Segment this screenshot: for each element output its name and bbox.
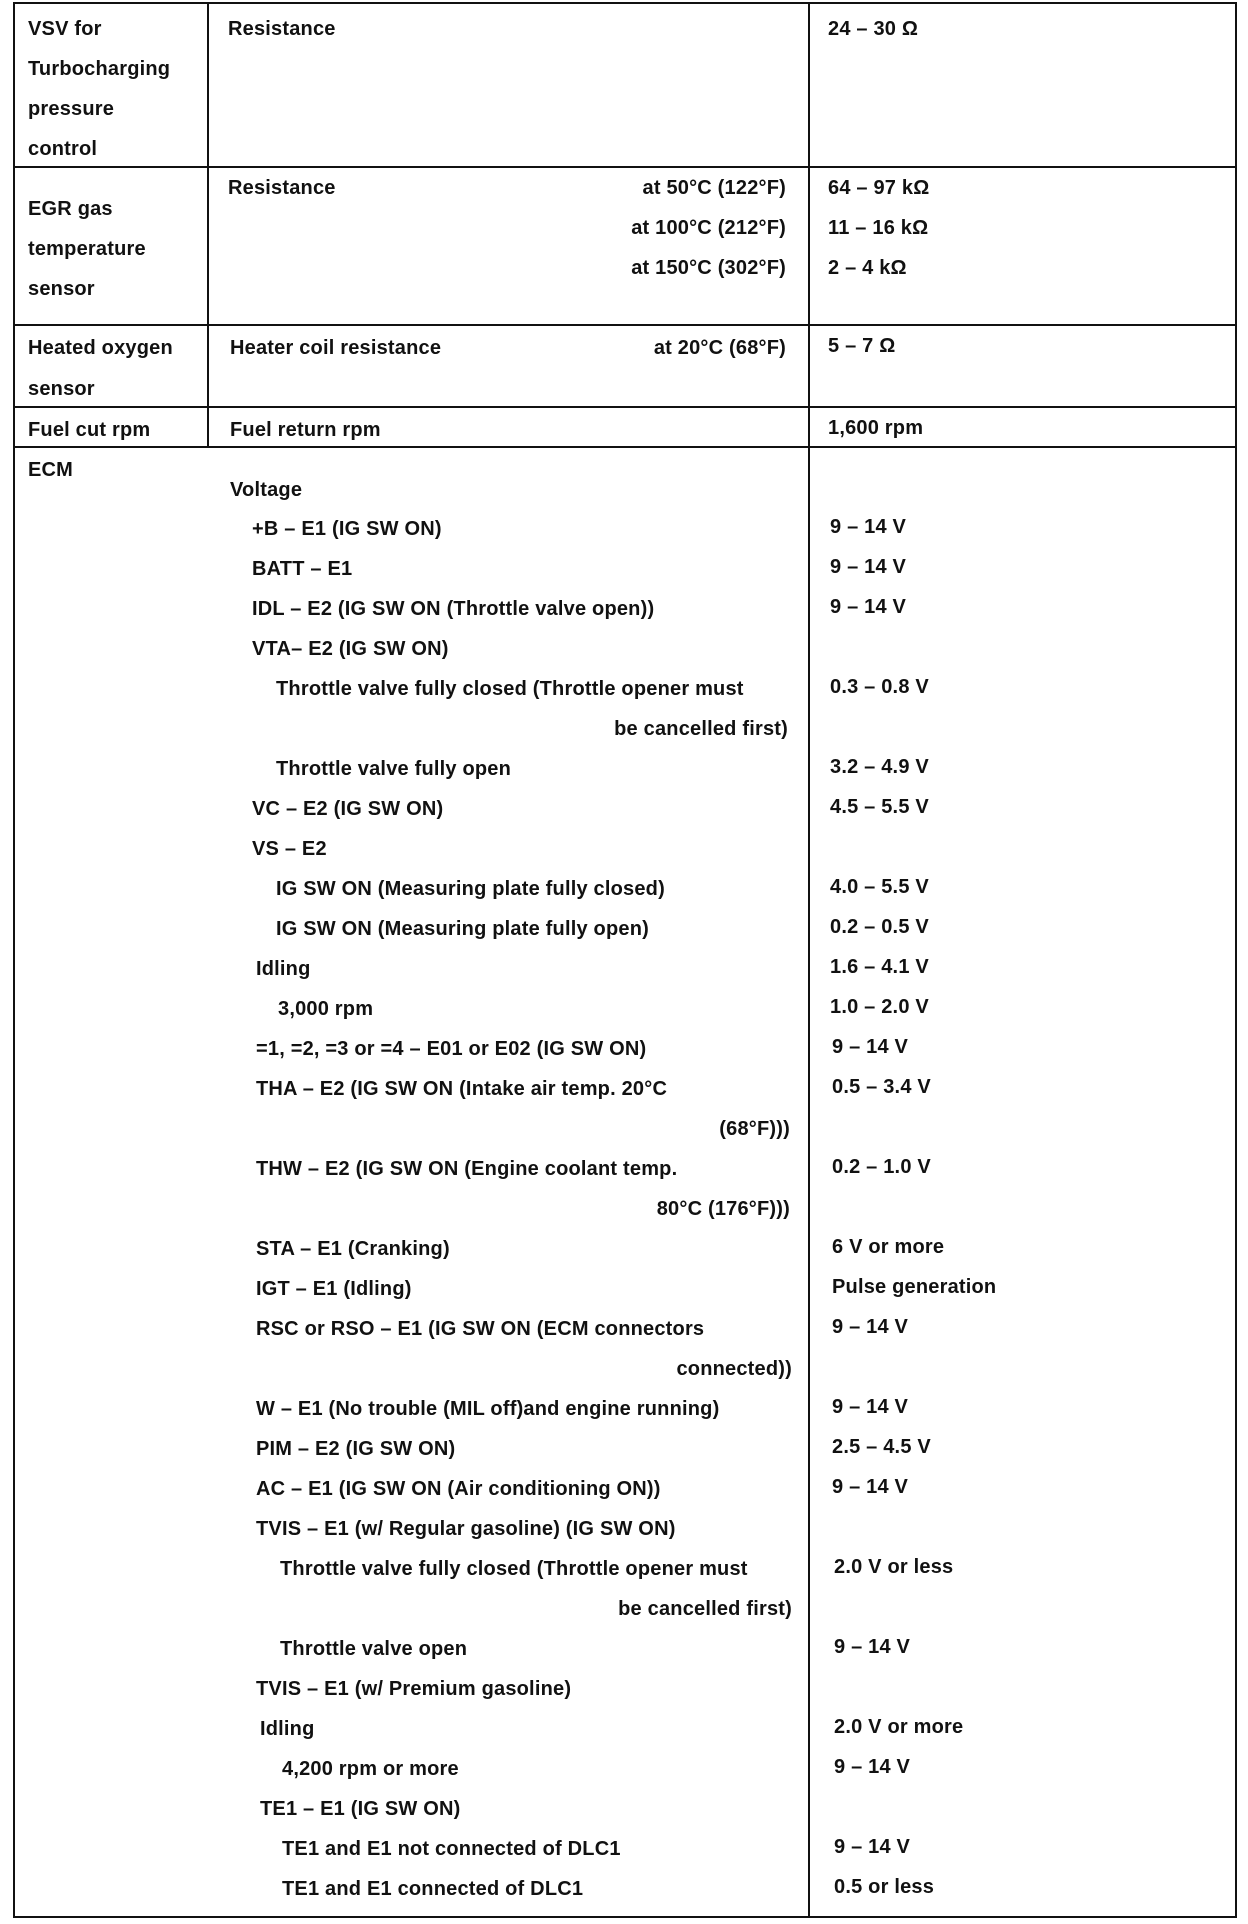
- ecm-value: Pulse generation: [832, 1276, 997, 1298]
- vsv-label-line: VSV for: [28, 18, 102, 40]
- ecm-item: 3,000 rpm: [278, 998, 374, 1020]
- ecm-item: 80°C (176°F))): [656, 1198, 790, 1220]
- ecm-item: Throttle valve fully open: [276, 758, 512, 780]
- ecm-item: PIM – E2 (IG SW ON): [256, 1438, 456, 1460]
- egr-item: Resistance: [228, 177, 336, 199]
- ecm-item: 4,200 rpm or more: [282, 1758, 459, 1780]
- table-border-left: [13, 2, 15, 1918]
- ecm-item: TE1 – E1 (IG SW ON): [260, 1798, 461, 1820]
- fuelcut-value: 1,600 rpm: [828, 417, 924, 439]
- egr-condition: at 150°C (302°F): [631, 257, 786, 279]
- ecm-value: 2.0 V or more: [834, 1716, 964, 1738]
- ecm-value: 9 – 14 V: [832, 1036, 909, 1058]
- ecm-value: 0.5 or less: [834, 1876, 935, 1898]
- vsv-label-line: control: [28, 138, 98, 160]
- vsv-label-line: Turbocharging: [28, 58, 171, 80]
- ecm-value: 9 – 14 V: [832, 1476, 909, 1498]
- o2-condition: at 20°C (68°F): [653, 337, 786, 359]
- ecm-label: ECM: [28, 459, 74, 481]
- ecm-item: THA – E2 (IG SW ON (Intake air temp. 20°C: [256, 1078, 668, 1100]
- ecm-item: RSC or RSO – E1 (IG SW ON (ECM connectors: [256, 1318, 705, 1340]
- fuelcut-label: Fuel cut rpm: [28, 419, 151, 441]
- ecm-item: =1, =2, =3 or =4 – E01 or E02 (IG SW ON): [256, 1038, 647, 1060]
- ecm-value: 0.3 – 0.8 V: [830, 676, 929, 698]
- ecm-value: 6 V or more: [832, 1236, 945, 1258]
- ecm-item: be cancelled first): [614, 718, 788, 740]
- egr-value: 11 – 16 kΩ: [828, 217, 929, 239]
- row-divider-fuelcut: [13, 406, 1237, 408]
- egr-value: 64 – 97 kΩ: [828, 177, 930, 199]
- ecm-item: THW – E2 (IG SW ON (Engine coolant temp.: [256, 1158, 678, 1180]
- ecm-value: 9 – 14 V: [832, 1316, 909, 1338]
- o2-label-line: sensor: [28, 378, 95, 400]
- egr-label-line: EGR gas: [28, 198, 113, 220]
- vsv-item: Resistance: [228, 18, 336, 40]
- ecm-value: 9 – 14 V: [834, 1756, 911, 1778]
- fuelcut-item: Fuel return rpm: [230, 419, 381, 441]
- egr-condition: at 50°C (122°F): [642, 177, 786, 199]
- row-divider-ecm: [13, 446, 1237, 448]
- ecm-item: VC – E2 (IG SW ON): [252, 798, 444, 820]
- ecm-item: TVIS – E1 (w/ Regular gasoline) (IG SW ON): [256, 1518, 676, 1540]
- ecm-item: connected)): [676, 1358, 792, 1380]
- ecm-item: +B – E1 (IG SW ON): [252, 518, 442, 540]
- ecm-value: 2.5 – 4.5 V: [832, 1436, 931, 1458]
- ecm-value: 0.2 – 1.0 V: [832, 1156, 931, 1178]
- ecm-item: TVIS – E1 (w/ Premium gasoline): [256, 1678, 572, 1700]
- ecm-item: BATT – E1: [252, 558, 353, 580]
- ecm-item: AC – E1 (IG SW ON (Air conditioning ON)): [256, 1478, 661, 1500]
- egr-condition: at 100°C (212°F): [631, 217, 786, 239]
- ecm-item: be cancelled first): [618, 1598, 792, 1620]
- ecm-item: Throttle valve fully closed (Throttle opener must: [276, 678, 744, 700]
- vsv-value: 24 – 30 Ω: [828, 18, 919, 40]
- ecm-value: 4.5 – 5.5 V: [830, 796, 929, 818]
- ecm-value: 9 – 14 V: [830, 556, 907, 578]
- table-border-bottom: [13, 1916, 1237, 1918]
- ecm-item: IDL – E2 (IG SW ON (Throttle valve open)): [252, 598, 655, 620]
- egr-label-line: temperature: [28, 238, 146, 260]
- ecm-value: 0.5 – 3.4 V: [832, 1076, 931, 1098]
- ecm-item: Throttle valve open: [280, 1638, 468, 1660]
- ecm-value: 0.2 – 0.5 V: [830, 916, 929, 938]
- row-divider-egr: [13, 166, 1237, 168]
- o2-item: Heater coil resistance: [230, 337, 442, 359]
- ecm-value: 9 – 14 V: [832, 1396, 909, 1418]
- ecm-item: TE1 and E1 connected of DLC1: [282, 1878, 584, 1900]
- o2-value: 5 – 7 Ω: [828, 335, 896, 357]
- ecm-value: 9 – 14 V: [830, 516, 907, 538]
- ecm-item: Throttle valve fully closed (Throttle opener must: [280, 1558, 748, 1580]
- ecm-item: (68°F))): [719, 1118, 790, 1140]
- ecm-value: 9 – 14 V: [834, 1636, 911, 1658]
- ecm-value: 3.2 – 4.9 V: [830, 756, 929, 778]
- ecm-value: 9 – 14 V: [830, 596, 907, 618]
- column-divider-value: [808, 2, 810, 1918]
- column-divider-label: [207, 2, 209, 446]
- ecm-value: 2.0 V or less: [834, 1556, 954, 1578]
- ecm-item: Idling: [256, 958, 311, 980]
- ecm-item: IGT – E1 (Idling): [256, 1278, 412, 1300]
- ecm-value: 9 – 14 V: [834, 1836, 911, 1858]
- ecm-value: 1.0 – 2.0 V: [830, 996, 929, 1018]
- ecm-item: IG SW ON (Measuring plate fully open): [276, 918, 649, 940]
- ecm-item: Idling: [260, 1718, 315, 1740]
- ecm-value: 1.6 – 4.1 V: [830, 956, 929, 978]
- ecm-item: STA – E1 (Cranking): [256, 1238, 450, 1260]
- vsv-label-line: pressure: [28, 98, 115, 120]
- o2-label-line: Heated oxygen: [28, 337, 173, 359]
- egr-value: 2 – 4 kΩ: [828, 257, 907, 279]
- ecm-value: 4.0 – 5.5 V: [830, 876, 929, 898]
- egr-label-line: sensor: [28, 278, 95, 300]
- ecm-heading: Voltage: [230, 479, 303, 501]
- row-divider-o2: [13, 324, 1237, 326]
- ecm-item: W – E1 (No trouble (MIL off)and engine running): [256, 1398, 720, 1420]
- ecm-item: TE1 and E1 not connected of DLC1: [282, 1838, 621, 1860]
- ecm-item: IG SW ON (Measuring plate fully closed): [276, 878, 665, 900]
- table-border-top: [13, 2, 1237, 4]
- table-border-right: [1235, 2, 1237, 1918]
- ecm-item: VS – E2: [252, 838, 327, 860]
- ecm-item: VTA– E2 (IG SW ON): [252, 638, 449, 660]
